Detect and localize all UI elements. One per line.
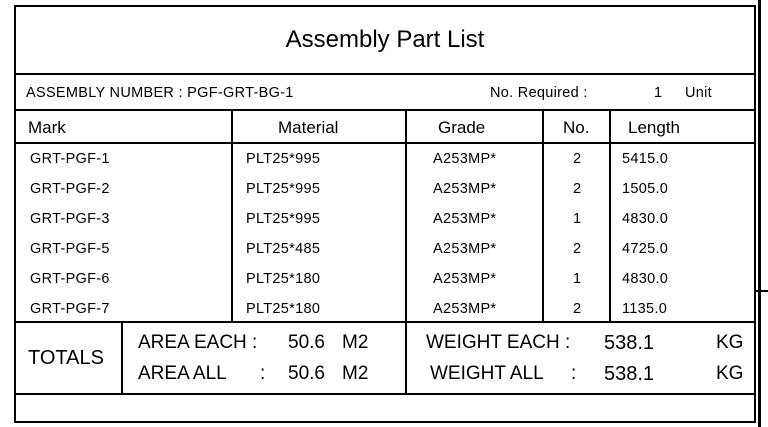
area-all-unit: M2 [342, 363, 369, 384]
cell-length: 1135.0 [622, 301, 668, 317]
table-row [16, 144, 754, 174]
cell-material: PLT25*180 [246, 301, 321, 317]
table-row [16, 174, 754, 204]
cell-material: PLT25*995 [246, 181, 321, 197]
cell-no: 2 [573, 301, 582, 317]
right-edge-border [758, 0, 761, 427]
totals-divider [405, 323, 407, 395]
cell-mark: GRT-PGF-2 [30, 181, 110, 197]
area-each-label: AREA EACH : [138, 332, 258, 353]
cell-grade: A253MP* [433, 151, 497, 167]
cell-mark: GRT-PGF-5 [30, 241, 110, 257]
cell-length: 4830.0 [622, 271, 669, 287]
table-row [16, 294, 754, 324]
cell-length: 4830.0 [622, 211, 669, 227]
cell-length: 4725.0 [622, 241, 669, 257]
cell-mark: GRT-PGF-7 [30, 301, 110, 317]
col-header-no: No. [563, 118, 590, 137]
cell-material: PLT25*995 [246, 151, 321, 167]
cell-grade: A253MP* [433, 271, 497, 287]
cell-no: 1 [573, 211, 582, 227]
cell-no: 2 [573, 181, 582, 197]
totals-section [16, 321, 754, 395]
edge-tick-mark [754, 290, 768, 292]
table-row [16, 234, 754, 264]
assembly-number: ASSEMBLY NUMBER : PGF-GRT-BG-1 [26, 85, 294, 101]
cell-no: 1 [573, 271, 582, 287]
assembly-part-list-sheet [14, 5, 756, 423]
totals-label: TOTALS [28, 347, 104, 369]
cell-grade: A253MP* [433, 211, 497, 227]
weight-each-unit: KG [716, 332, 744, 353]
area-all-separator: : [260, 363, 266, 384]
weight-all-value: 538.1 [604, 363, 655, 385]
area-all-value: 50.6 [288, 363, 325, 384]
required-label: No. Required : [490, 85, 588, 101]
weight-all-label: WEIGHT ALL [430, 363, 544, 384]
table-row [16, 204, 754, 234]
cell-material: PLT25*995 [246, 211, 321, 227]
weight-all-unit: KG [716, 363, 744, 384]
table-row [16, 264, 754, 294]
totals-divider [121, 323, 123, 395]
col-header-length: Length [628, 118, 680, 137]
cell-material: PLT25*180 [246, 271, 321, 287]
weight-all-separator: : [571, 363, 577, 384]
cell-mark: GRT-PGF-6 [30, 271, 110, 287]
area-each-unit: M2 [342, 332, 369, 353]
cell-grade: A253MP* [433, 181, 497, 197]
col-header-mark: Mark [28, 118, 66, 137]
cell-length: 5415.0 [622, 151, 669, 167]
col-header-grade: Grade [438, 118, 486, 137]
cell-mark: GRT-PGF-1 [30, 151, 110, 167]
cell-material: PLT25*485 [246, 241, 321, 257]
cell-grade: A253MP* [433, 301, 497, 317]
weight-each-label: WEIGHT EACH : [426, 332, 571, 353]
cell-mark: GRT-PGF-3 [30, 211, 110, 227]
page-title: Assembly Part List [16, 7, 754, 75]
cell-length: 1505.0 [622, 181, 669, 197]
required-value: 1 [654, 85, 663, 101]
area-all-label: AREA ALL [138, 363, 227, 384]
table-header [16, 111, 754, 144]
cell-no: 2 [573, 151, 582, 167]
area-each-value: 50.6 [288, 332, 325, 353]
assembly-info-bar [16, 75, 754, 111]
weight-each-value: 538.1 [604, 332, 655, 354]
cell-no: 2 [573, 241, 582, 257]
required-unit: Unit [685, 85, 712, 101]
cell-grade: A253MP* [433, 241, 497, 257]
col-header-material: Material [278, 118, 339, 137]
